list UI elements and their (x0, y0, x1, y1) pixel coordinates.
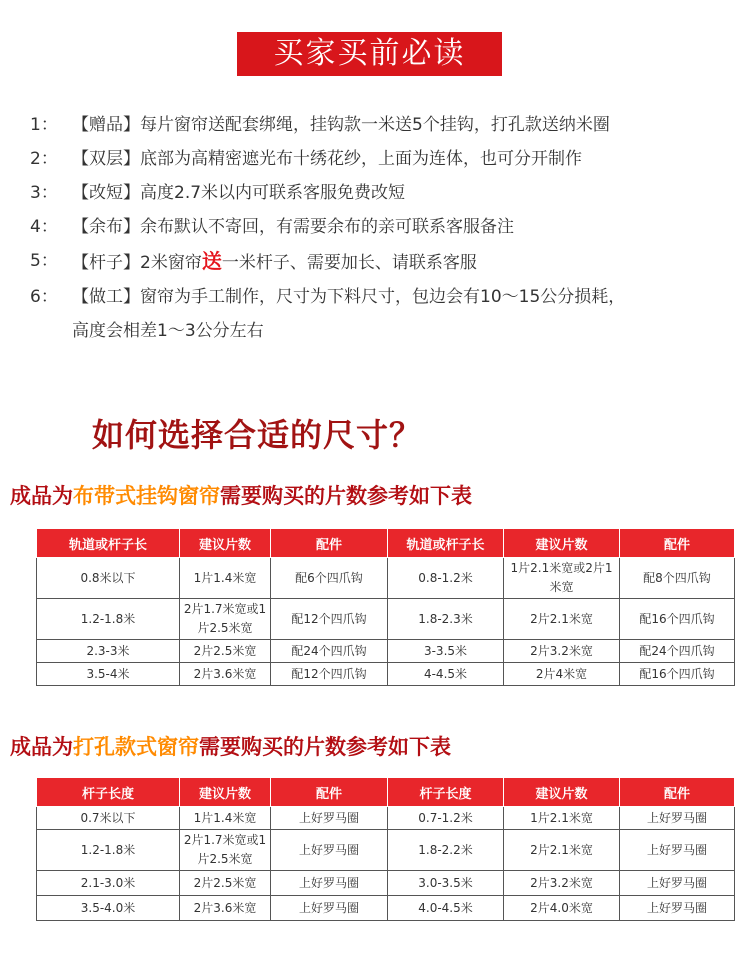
rule-text: 余布默认不寄回，有需要余布的亲可联系客服备注 (140, 217, 514, 237)
table-row (37, 640, 735, 663)
grommet-curtain-size-table (36, 777, 735, 921)
table-cell: 2片1.7米宽或1片2.5米宽 (180, 830, 271, 871)
rule-body (72, 176, 730, 210)
table-cell: 2片2.1米宽 (504, 599, 620, 640)
table1-title (10, 480, 472, 510)
header-cell: 建议片数 (180, 778, 271, 807)
table-cell: 2片3.2米宽 (504, 640, 620, 663)
table-cell: 配24个四爪钩 (271, 640, 388, 663)
header-cell: 建议片数 (504, 529, 620, 558)
table-cell: 1.8-2.3米 (388, 599, 504, 640)
table2-title (10, 731, 451, 761)
rule-body (72, 108, 730, 142)
table-cell: 上好罗马圈 (271, 896, 388, 921)
rule-text: 2米窗帘 (140, 253, 202, 273)
header-cell: 建议片数 (504, 778, 620, 807)
table-row (37, 871, 735, 896)
rule-number: 6： (30, 287, 58, 307)
table-cell: 上好罗马圈 (271, 830, 388, 871)
rule-item (30, 280, 730, 314)
table-cell: 0.7-1.2米 (388, 807, 504, 830)
header-cell: 杆子长度 (37, 778, 180, 807)
table-row (37, 558, 735, 599)
size-guide-title: 如何选择合适的尺寸？ (92, 416, 423, 454)
table-cell: 配12个四爪钩 (271, 599, 388, 640)
table-header-row (37, 778, 735, 807)
header-cell: 配件 (620, 529, 735, 558)
table-row (37, 663, 735, 686)
rule-highlight: 送 (201, 249, 222, 273)
table-cell: 0.8米以下 (37, 558, 180, 599)
table-cell: 2片2.5米宽 (180, 871, 271, 896)
rule-tag: 【改短】 (72, 183, 140, 203)
table-cell: 3.0-3.5米 (388, 871, 504, 896)
table-cell: 0.7米以下 (37, 807, 180, 830)
table1-title-suffix: 需要购买的片数参考如下表 (220, 483, 472, 508)
rule-number: 3： (30, 183, 58, 203)
table-cell: 1.2-1.8米 (37, 830, 180, 871)
table-cell: 配16个四爪钩 (620, 599, 735, 640)
table-cell: 2片2.1米宽 (504, 830, 620, 871)
rule-number: 5： (30, 251, 58, 271)
table-cell: 1片2.1米宽或2片1米宽 (504, 558, 620, 599)
table-cell: 1片2.1米宽 (504, 807, 620, 830)
rule-tag: 【杆子】 (72, 253, 140, 273)
rule-text: 高度2.7米以内可联系客服免费改短 (140, 183, 406, 203)
rule-number: 2： (30, 149, 58, 169)
rule-number: 4： (30, 217, 58, 237)
table2-title-accent: 打孔款式窗帘 (73, 734, 199, 759)
table-cell: 4-4.5米 (388, 663, 504, 686)
table-row (37, 599, 735, 640)
table-cell: 1.2-1.8米 (37, 599, 180, 640)
notice-banner: 买家买前必读 (237, 32, 502, 76)
table-cell: 2片3.6米宽 (180, 663, 271, 686)
table-cell: 上好罗马圈 (620, 830, 735, 871)
table-cell: 上好罗马圈 (271, 807, 388, 830)
table-cell: 配6个四爪钩 (271, 558, 388, 599)
table-cell: 1.8-2.2米 (388, 830, 504, 871)
rule-item (30, 244, 730, 280)
table-cell: 上好罗马圈 (620, 807, 735, 830)
header-cell: 建议片数 (180, 529, 271, 558)
table1-title-prefix: 成品为 (10, 483, 73, 508)
table-cell: 0.8-1.2米 (388, 558, 504, 599)
table-row (37, 896, 735, 921)
rules-list (30, 108, 730, 348)
rule-body (72, 280, 730, 314)
table-cell: 1片1.4米宽 (180, 807, 271, 830)
table-row (37, 807, 735, 830)
rule-item (30, 176, 730, 210)
rule-item (30, 142, 730, 176)
table-cell: 上好罗马圈 (271, 871, 388, 896)
header-cell: 配件 (271, 529, 388, 558)
rule-text: 每片窗帘送配套绑绳，挂钩款一米送5个挂钩，打孔款送纳米圈 (140, 115, 610, 135)
table-cell: 2片4.0米宽 (504, 896, 620, 921)
table-cell: 3.5-4.0米 (37, 896, 180, 921)
table-cell: 3.5-4米 (37, 663, 180, 686)
rule-text: 底部为高精密遮光布十绣花纱，上面为连体，也可分开制作 (140, 149, 582, 169)
table-cell: 配8个四爪钩 (620, 558, 735, 599)
rule-body (72, 210, 730, 244)
table-cell: 2.3-3米 (37, 640, 180, 663)
table2-title-prefix: 成品为 (10, 734, 73, 759)
header-cell: 轨道或杆子长 (388, 529, 504, 558)
table-cell: 2片3.2米宽 (504, 871, 620, 896)
rule-number: 1： (30, 115, 58, 135)
rule-tag: 【双层】 (72, 149, 140, 169)
table-cell: 2片1.7米宽或1片2.5米宽 (180, 599, 271, 640)
table-cell: 4.0-4.5米 (388, 896, 504, 921)
rule-continuation: 高度会相差1～3公分左右 (72, 321, 264, 341)
table-cell: 2片2.5米宽 (180, 640, 271, 663)
rule-body (72, 142, 730, 176)
table-cell: 上好罗马圈 (620, 896, 735, 921)
table-cell: 上好罗马圈 (620, 871, 735, 896)
header-cell: 轨道或杆子长 (37, 529, 180, 558)
table-cell: 配16个四爪钩 (620, 663, 735, 686)
table-cell: 2片3.6米宽 (180, 896, 271, 921)
rule-text: 一米杆子、需要加长、请联系客服 (221, 253, 477, 273)
table1-title-accent: 布带式挂钩窗帘 (73, 483, 220, 508)
table-cell: 配24个四爪钩 (620, 640, 735, 663)
table-cell: 2片4米宽 (504, 663, 620, 686)
rule-tag: 【做工】 (72, 287, 140, 307)
rule-body (72, 244, 730, 280)
header-cell: 配件 (271, 778, 388, 807)
rule-tag: 【赠品】 (72, 115, 140, 135)
table-cell: 2.1-3.0米 (37, 871, 180, 896)
rule-tag: 【余布】 (72, 217, 140, 237)
rule-text: 窗帘为手工制作，尺寸为下料尺寸，包边会有10～15公分损耗， (140, 287, 626, 307)
table-header-row (37, 529, 735, 558)
table-cell: 3-3.5米 (388, 640, 504, 663)
header-cell: 配件 (620, 778, 735, 807)
rule-item (30, 210, 730, 244)
table-cell: 1片1.4米宽 (180, 558, 271, 599)
table-cell: 配12个四爪钩 (271, 663, 388, 686)
table-row (37, 830, 735, 871)
header-cell: 杆子长度 (388, 778, 504, 807)
hook-curtain-size-table (36, 528, 735, 686)
rule-item (30, 108, 730, 142)
table2-title-suffix: 需要购买的片数参考如下表 (199, 734, 451, 759)
